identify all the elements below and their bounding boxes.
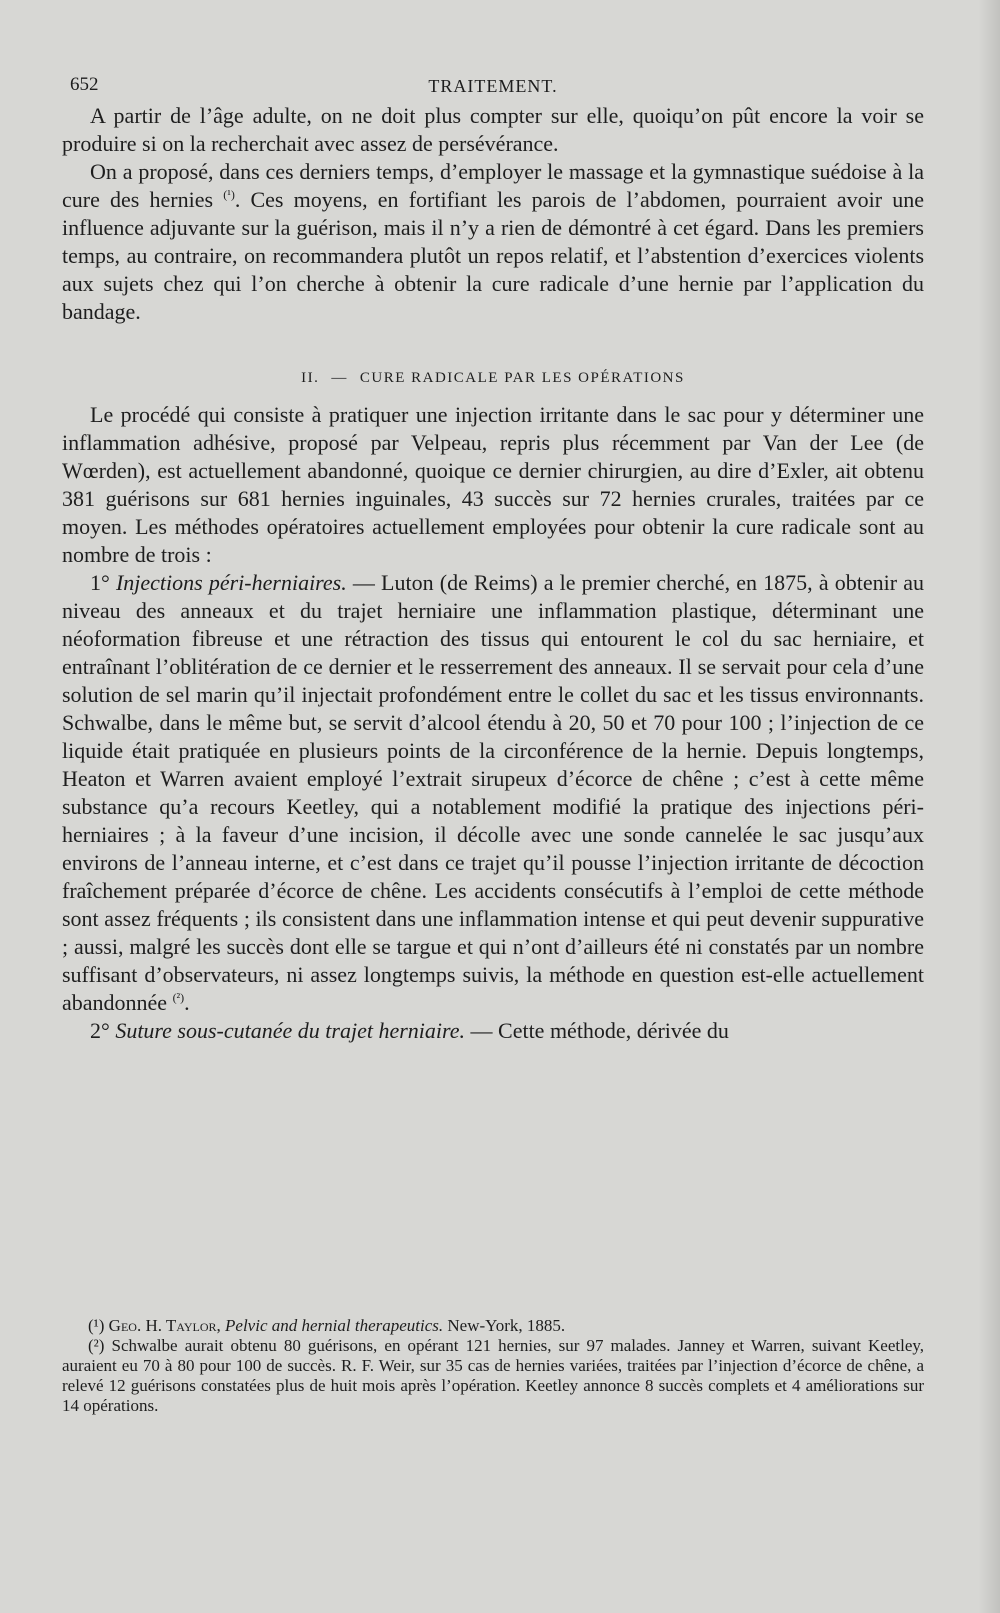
footnotes (62, 1316, 924, 1416)
list-number-1: 1° (90, 570, 116, 595)
paragraph-subcutaneous-suture (62, 1017, 924, 1045)
footnote-ref-1: (¹) (223, 187, 235, 202)
section-heading (62, 370, 924, 387)
paragraph-massage (62, 158, 924, 326)
method-text-suture: — Cette méthode, dérivée du (465, 1018, 729, 1043)
method-text-injections: — Luton (de Reims) a le premier cherché, en 1875, à obtenir au niveau des anneaux et du trajet herniaire une inflammation plastique, déterminant une néoformation fibreuse et une rétraction des tissus qui entourent le col du sac herniaire, et entraînant l’oblitération de ce dernier et le resserrement des anneaux. Il se servait pour cela d’une solution de sel marin qu’il injectait profondément entre le collet du sac et les tissus environnants. Schwalbe, dans le même but, se servit d’alcool étendu à 20, 50 et 70 pour 100 ; l’injection de ce liquide était pratiquée en plusieurs points de la circonférence de la hernie. Depuis longtemps, Heaton et Warren avaient employé l’extrait sirupeux d’écorce de chêne ; c’est à cette même substance qu’a recours Keetley, qui a notablement modifié la pratique des injections péri-herniaires ; à la faveur d’une incision, il décolle avec une sonde cannelée le sac jusqu’aux environs de l’anneau interne, et c’est dans ce trajet qu’il pousse l’injection irritante de décoction fraîchement préparée d’écorce de chêne. Les accidents consécutifs à l’emploi de cette méthode sont assez fréquents ; ils consistent dans une inflammation intense et qui peut devenir suppurative ; aussi, malgré les succès dont elle se targue et qui n’ont d’ailleurs été ni constatés par un nombre suffisant d’observateurs, ni assez longtemps suivis, la méthode en question est-elle actuellement abandonnée (62, 570, 924, 1015)
footnote-1 (62, 1316, 924, 1336)
paragraph-massage-text-2: . Ces moyens, en fortifiant les parois de l’abdomen, pourraient avoir une influence adjuvante sur la guérison, mais il n’y a rien de démontré à cet égard. Dans les premiers temps, au contraire, on recommandera plutôt un repos relatif, et l’abstention d’exercices violents aux sujets chez qui l’on cherche à obtenir la cure radicale d’une hernie par l’application du bandage. (62, 187, 924, 324)
footnote-2-mark: (²) (88, 1336, 112, 1355)
footnote-1-title: Pelvic and hernial therapeutics. (220, 1316, 444, 1335)
footnote-ref-2: (²) (172, 990, 185, 1005)
paragraph-injection-procedure: Le procédé qui consiste à pratiquer une injection irritante dans le sac pour y déterminer une inflammation adhésive, proposé par Velpeau, repris plus récemment par Van der Lee (de Wœrden), est actuellement abandonné, quoique ce dernier chirurgien, au dire d’Exler, ait obtenu 381 guérisons sur 681 hernies inguinales, 43 succès sur 72 hernies crurales, traitées par ce moyen. Les méthodes opératoires actuellement employées pour obtenir la cure radicale sont au nombre de trois : (62, 402, 924, 567)
page-number: 652 (70, 74, 99, 95)
footnote-1-mark: (¹) (88, 1316, 109, 1335)
section-title: CURE RADICALE PAR LES OPÉRATIONS (359, 370, 685, 386)
method-title-injections: Injections péri-herniaires. (115, 570, 347, 595)
footnote-2-text: Schwalbe aurait obtenu 80 guérisons, en opérant 121 hernies, sur 97 malades. Janney et Warren, suivant Keetley, auraient eu 70 à 80 pour 100 de succès. R. F. Weir, sur 35 cas de hernies variées, traitées par l’injection d’écorce de chêne, a relevé 12 guérisons constatées plus de huit mois après l’opération. Keetley annonce 8 succès complets et 4 améliorations sur 14 opérations. (62, 1336, 925, 1415)
running-title: TRAITEMENT. (428, 76, 558, 96)
paragraph-massage-text-1: On a proposé, dans ces derniers temps, d’employer le massage et la gymnastique suédoise à la cure des hernies (62, 159, 924, 212)
footnote-1-rest: New-York, 1885. (443, 1316, 566, 1335)
paragraph-peri-herniary-injections (62, 569, 924, 1017)
list-number-2: 2° (90, 1018, 116, 1043)
section-dash: — (331, 370, 348, 386)
method-title-suture: Suture sous-cutanée du trajet herniaire. (115, 1018, 466, 1043)
section-number: II. (301, 370, 320, 386)
footnote-2 (62, 1336, 924, 1416)
page-header (62, 62, 924, 102)
method-text-end: . (184, 990, 190, 1015)
page-content (62, 62, 924, 1045)
footnote-1-author: Geo. H. Taylor, (108, 1316, 221, 1335)
paragraph-adult-age: A partir de l’âge adulte, on ne doit plus compter sur elle, quoiqu’on pût encore la voir se produire si on la recherchait avec assez de persévérance. (62, 103, 924, 156)
